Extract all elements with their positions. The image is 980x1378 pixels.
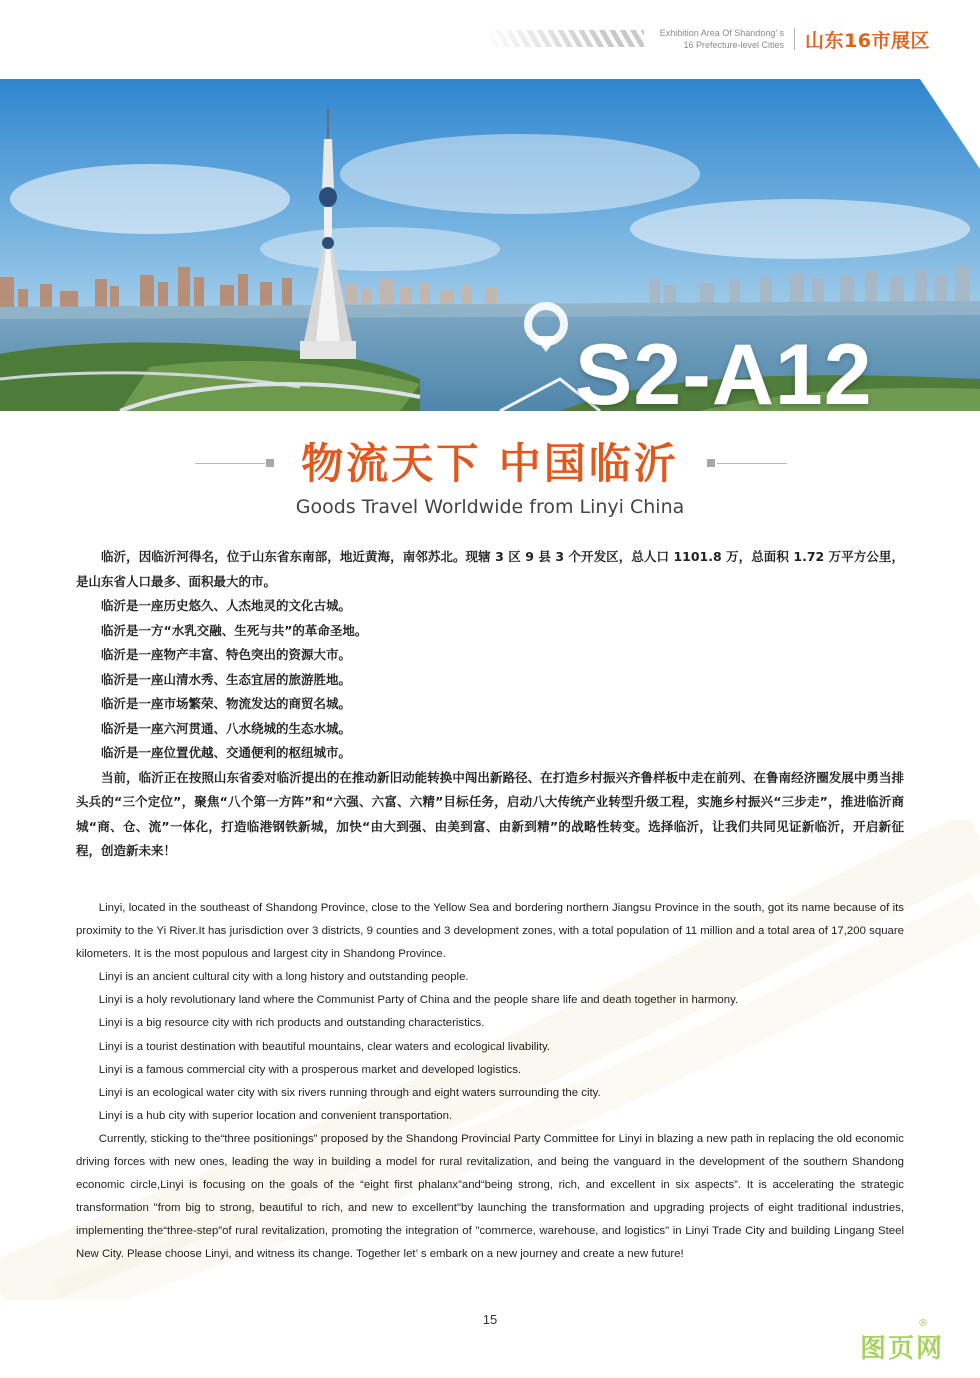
en-paragraph: Linyi is an ancient cultural city with a long history and outstanding people. xyxy=(98,971,469,984)
cn-paragraph: 临沂是一座位置优越、交通便利的枢纽城市。 xyxy=(101,745,352,760)
en-paragraph: Linyi is a big resource city with rich products and outstanding characteristics. xyxy=(98,1017,485,1030)
header-en-line2: 16 Prefecture-level Cities xyxy=(683,40,784,50)
cn-paragraph: 临沂，因临沂河得名，位于山东省东南部，地近黄海，南邻苏北。现辖 3 区 9 县 3 个开发区，总人口 1101.8 万，总面积 1.72 万平方公里，是山东省人口最多、面积最大的市。 xyxy=(76,549,904,589)
cn-paragraph: 临沂是一座物产丰富、特色突出的资源大市。 xyxy=(101,647,352,662)
cn-paragraph: 临沂是一座市场繁荣、物流发达的商贸名城。 xyxy=(101,696,352,711)
booth-code: S2-A12 xyxy=(575,327,873,423)
cn-paragraph: 临沂是一座山清水秀、生态宜居的旅游胜地。 xyxy=(101,671,352,687)
cn-paragraph: 临沂是一座历史悠久、人杰地灵的文化古城。 xyxy=(101,598,352,613)
cn-paragraph: 临沂是一方“水乳交融、生死与共”的革命圣地。 xyxy=(101,622,368,638)
page-number: 15 xyxy=(482,1312,498,1327)
header-chinese-title: 山东16市展区 xyxy=(805,30,930,52)
page-title-english: Goods Travel Worldwide from Linyi China xyxy=(295,496,685,518)
chinese-body-text xyxy=(76,545,904,864)
location-pin-icon xyxy=(520,302,572,354)
cn-paragraph: 临沂是一座六河贯通、八水绕城的生态水城。 xyxy=(101,720,352,736)
header-divider xyxy=(794,28,795,50)
en-paragraph: Linyi is a tourist destination with beautiful mountains, clear waters and ecological livability. xyxy=(98,1040,551,1053)
en-paragraph: Linyi, located in the southeast of Shandong Province, close to the Yellow Sea and bordering northern Jiangsu Province in the south, got its name because of its proximity to the Yi River.It has jurisdiction over 3 districts, 9 counties and 3 development zones, with a total population of 11 million and a total area of 17,200 square kilometers. It is the most populous and largest city in Shandong Province. xyxy=(76,902,904,961)
english-body-text xyxy=(76,897,904,1267)
cn-paragraph: 当前，临沂正在按照山东省委对临沂提出的在推动新旧动能转换中闯出新路径、在打造乡村振兴齐鲁样板中走在前列、在鲁南经济圈发展中勇当排头兵的“三个定位”，聚焦“八个第一方阵”和“六强、六富、六精”目标任务，启动八大传统产业转型升级工程，实施乡村振兴“三步走”，推进临沂商城“商、仓、流”一体化，打造临港钢铁新城，加快“由大到强、由美到富、由新到精”的战略性转变。选择临沂，让我们共同见证新临沂，开启新征程，创造新未来！ xyxy=(76,769,904,858)
en-paragraph: Linyi is a hub city with superior location and convenient transportation. xyxy=(98,1109,453,1122)
header-en-line1: Exhibition Area Of Shandong’ s xyxy=(659,28,784,38)
header-english-title xyxy=(660,27,784,51)
page-title-chinese: 物流天下 中国临沂 xyxy=(301,439,679,488)
watermark-logo: 图页网 xyxy=(860,1334,945,1364)
en-paragraph: Linyi is a famous commercial city with a prosperous market and developed logistics. xyxy=(98,1063,522,1076)
en-paragraph: Linyi is a holy revolutionary land where the Communist Party of China and the people share life and death together in harmony. xyxy=(98,994,739,1007)
en-paragraph: Currently, sticking to the“three positionings” proposed by the Shandong Provincial Party Committee for Linyi in blazing a new path in replacing the old economic driving forces with new ones, leading the way in building a model for rural revitalization, and being the vanguard in the development of the southern Shandong economic circle,Linyi is focusing on the goals of the “eight first phalanx”and“being strong, rich, and excellent in six aspects”. It is accelerating the strategic transformation "from big to strong, beautiful to rich, and new to excellent"by launching the transformation and upgrading projects of eight traditional industries, implementing the“three-step”of rural revitalization, promoting the integration of "commerce, warehouse, and logistics" in Linyi Trade City and building Lingang Steel New City. Please choose Linyi, and witness its change. Together let’ s embark on a new journey and create a new future! xyxy=(76,1132,904,1261)
en-paragraph: Linyi is an ecological water city with six rivers running through and eight waters surrounding the city. xyxy=(98,1086,601,1099)
header-stripe-decoration xyxy=(484,30,644,47)
watermark-registered-mark: ® xyxy=(918,1318,928,1329)
